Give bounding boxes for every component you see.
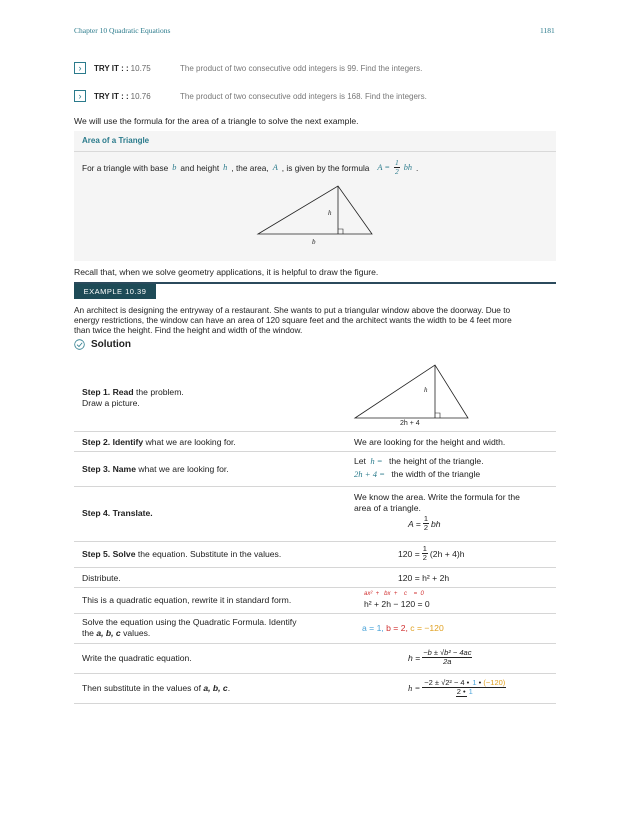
intro-text: We will use the formula for the area of a triangle to solve the next example. (74, 116, 359, 126)
example-tag: EXAMPLE 10.39 (74, 284, 156, 299)
triangle-base-label: b (312, 238, 316, 246)
window-height-label: h (424, 386, 428, 394)
quadratic-formula: h = $\frac{\text{−b ± √b² − 4ac}}{2a}$ (408, 648, 472, 666)
table-row: Then substitute in the values of a, b, c. h = $\frac{\text{−2 ± √2² − 4 • 1 • (−120)}}{2 • 1}$ (74, 673, 556, 704)
fraction-one-half: $\frac{1}{2}$ (395, 158, 399, 176)
chevron-right-icon[interactable]: › (74, 90, 86, 102)
table-row: Write the quadratic equation. h = $\frac{\text{−b ± √b² − 4ac}}{2a}$ (74, 643, 556, 674)
check-circle-icon (74, 339, 85, 350)
coefficient-values: a = 1, b = 2, c = −120 (362, 623, 444, 633)
note-formula-line: For a triangle with base b and height h , the area, A , is given by the formula A = $\frac{1}{2}$ bh . (82, 158, 419, 176)
area-of-triangle-box (74, 131, 556, 261)
table-row: Step 1. Read the problem. Draw a picture. h 2h + 4 (74, 356, 556, 432)
try-it-2 (74, 88, 151, 104)
note-title: Area of a Triangle (82, 136, 150, 145)
try-it-label: TRY IT : : 10.76 (94, 91, 151, 101)
try-it-label: TRY IT : : 10.75 (94, 63, 151, 73)
try-it-1 (74, 60, 151, 76)
substituted-formula: h = $\frac{\text{−2 ± √2² − 4 • 1 • (−120)}}{2 • 1}$ (408, 678, 506, 696)
window-triangle-figure (352, 362, 472, 424)
try-it-2-text: The product of two consecutive odd integers is 168. Find the integers. (180, 92, 427, 101)
chevron-right-icon[interactable]: › (74, 62, 86, 74)
table-row: This is a quadratic equation, rewrite it in standard form. ax² + bx + c = 0 h² + 2h − 120 = 0 (74, 587, 556, 614)
triangle-height-label: h (328, 209, 332, 217)
chapter-header: Chapter 10 Quadratic Equations (74, 26, 171, 35)
recall-text: Recall that, when we solve geometry applications, it is helpful to draw the figure. (74, 267, 379, 277)
table-row: Step 4. Translate. We know the area. Write the formula for the area of a triangle. A = $\frac{1}{2}$ bh (74, 486, 556, 542)
table-row: Distribute. 120 = h² + 2h (74, 567, 556, 588)
window-base-label: 2h + 4 (400, 420, 420, 427)
table-row: Step 5. Solve the equation. Substitute in the values. 120 = $\frac{1}{2}$ (2h + 4)h (74, 541, 556, 568)
solution-heading: Solution (74, 339, 131, 350)
page-number: 1181 (540, 26, 555, 35)
substituted-equation: 120 = $\frac{1}{2}$ (2h + 4)h (398, 544, 465, 562)
table-row: Solve the equation using the Quadratic Formula. Identify the a, b, c values. a = 1, b = 2, c = −120 (74, 613, 556, 644)
example-problem: An architect is designing the entryway of a restaurant. She wants to put a triangular window above the doorway. Due to energy restrictions, the window can have an area of 120 square feet and the architect wants the width to be 4 feet more than twice the height. Find the height and width of the window. (74, 305, 512, 335)
area-formula: A = $\frac{1}{2}$ bh (408, 514, 441, 532)
try-it-1-text: The product of two consecutive odd integers is 99. Find the integers. (180, 64, 423, 73)
table-row: Step 3. Name what we are looking for. Let h = the height of the triangle. 2h + 4 = the width of the triangle (74, 451, 556, 487)
table-row: Step 2. Identify what we are looking for. We are looking for the height and width. (74, 431, 556, 452)
